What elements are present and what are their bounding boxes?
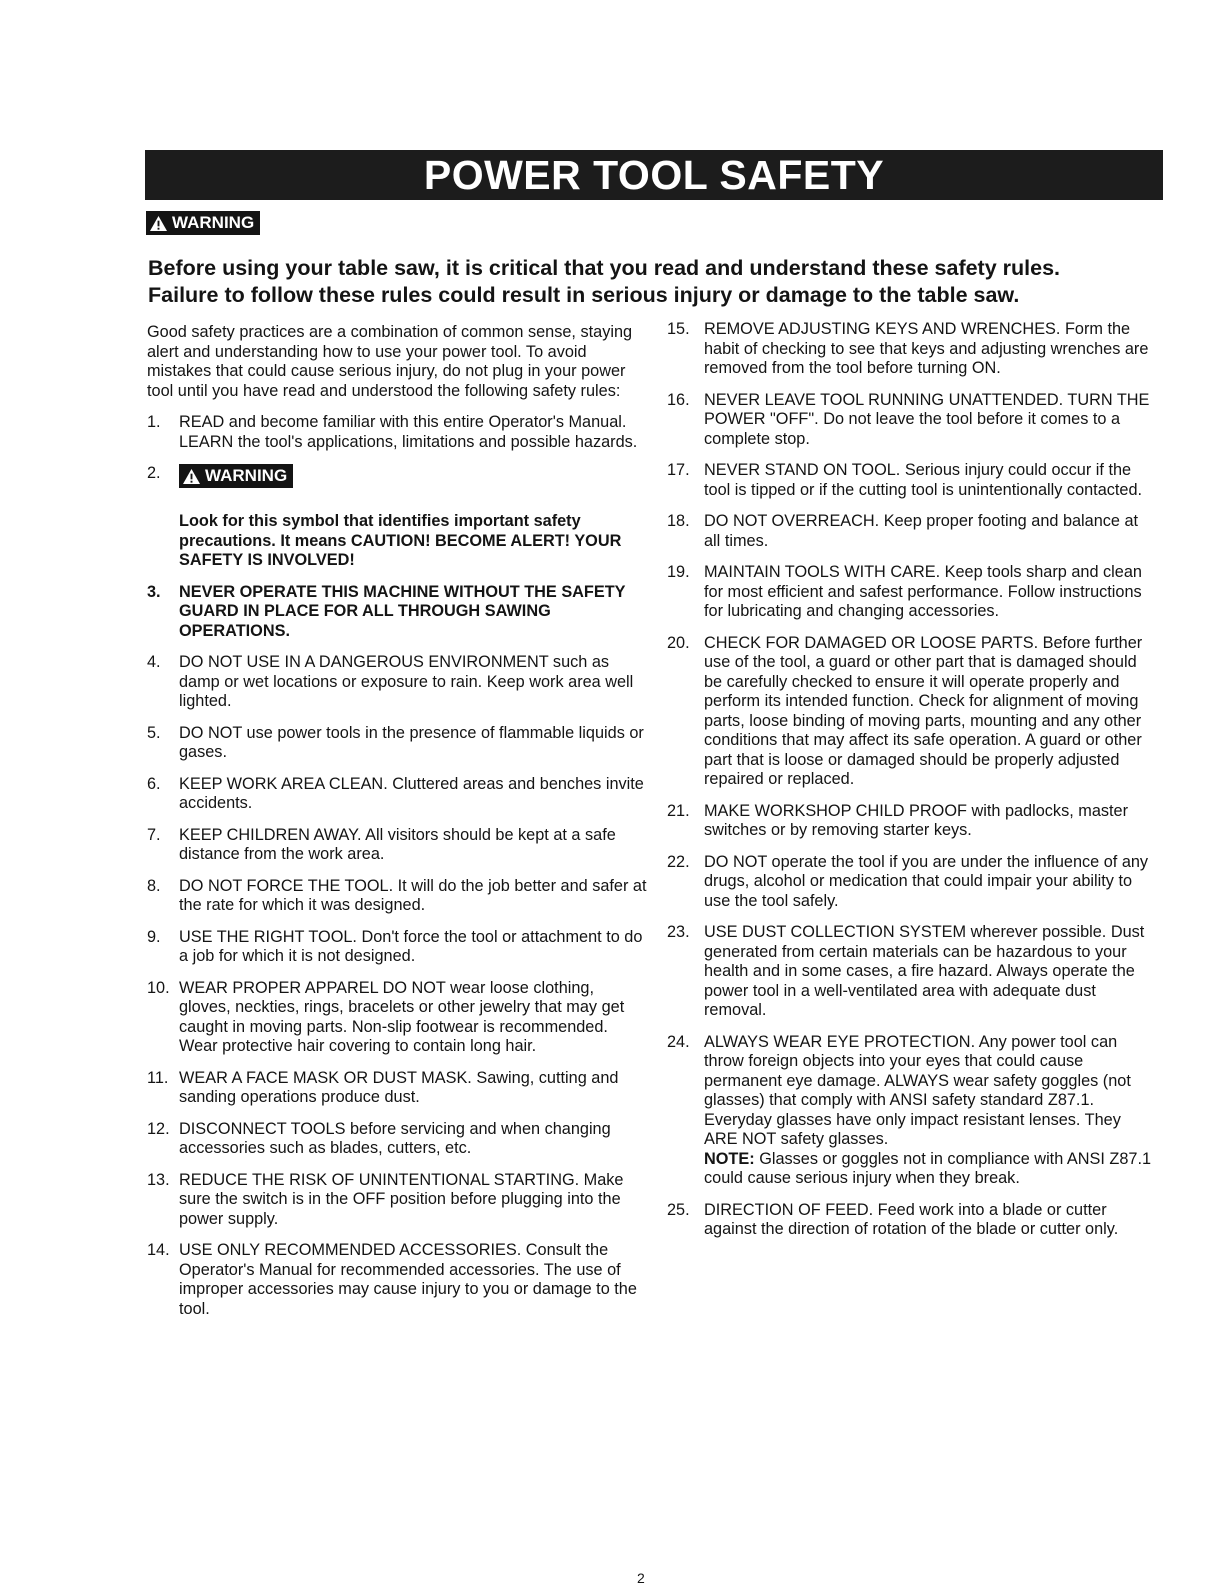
- item-text: NEVER STAND ON TOOL. Serious injury could occur if the tool is tipped or if the cutting tool is unintentionally contacted.: [704, 461, 1143, 499]
- headline-line-1: Before using your table saw, it is critical that you read and understand these safety rules.: [148, 256, 1061, 280]
- left-column: [147, 323, 647, 1331]
- item-number: 1.: [147, 413, 161, 431]
- headline: [148, 255, 1148, 309]
- item-number: 2.: [147, 464, 161, 482]
- list-item: [147, 775, 647, 814]
- headline-line-2: Failure to follow these rules could result in serious injury or damage to the table saw.: [148, 283, 1020, 307]
- warning-triangle-icon: [182, 468, 201, 485]
- item-text: DO NOT USE IN A DANGEROUS ENVIRONMENT such as damp or wet locations or exposure to rain. Keep work area well lighted.: [179, 653, 634, 710]
- note: [704, 1150, 1157, 1189]
- list-item: [667, 320, 1157, 379]
- list-item: [667, 1033, 1157, 1189]
- list-item: [147, 653, 647, 712]
- list-item: [667, 634, 1157, 790]
- item-number: 19.: [667, 563, 690, 581]
- item-text: MAKE WORKSHOP CHILD PROOF with padlocks, master switches or by removing starter keys.: [704, 801, 1129, 839]
- item-number: 15.: [667, 320, 690, 338]
- item-text: NEVER OPERATE THIS MACHINE WITHOUT THE SAFETY GUARD IN PLACE FOR ALL THROUGH SAWING OPERATIONS.: [179, 582, 626, 640]
- warning-badge: [179, 464, 293, 488]
- item-number: 11.: [147, 1068, 169, 1087]
- item-number: 8.: [147, 876, 161, 895]
- item-text: DO NOT FORCE THE TOOL. It will do the job better and safer at the rate for which it was designed.: [179, 876, 647, 914]
- item-text: USE DUST COLLECTION SYSTEM wherever possible. Dust generated from certain materials can be hazardous to your health and in some cases, a fire hazard. Always operate the power tool in a well-ventilated area with adequate dust removal.: [704, 923, 1145, 1019]
- item-number: 20.: [667, 633, 690, 652]
- item-text: ALWAYS WEAR EYE PROTECTION. Any power tool can throw foreign objects into your eyes that could cause permanent eye damage. ALWAYS wear safety goggles (not glasses) that comply with ANSI safety standard Z87.1. Everyday glasses have only impact resistant lenses. They ARE NOT safety glasses.: [704, 1032, 1131, 1148]
- item-text: MAINTAIN TOOLS WITH CARE. Keep tools sharp and clean for most efficient and safest performance. Follow instructions for lubricating and changing accessories.: [704, 563, 1142, 620]
- list-item: [667, 853, 1157, 912]
- list-item: [147, 1171, 647, 1230]
- warning-label: WARNING: [205, 466, 288, 485]
- list-item: [147, 928, 647, 967]
- note-label: NOTE:: [704, 1149, 755, 1168]
- warning-label: WARNING: [172, 213, 255, 232]
- item-number: 21.: [667, 801, 690, 820]
- intro-paragraph: Good safety practices are a combination of common sense, staying alert and understanding how to use your power tool. To avoid mistakes that could cause serious injury, do not plug in your power tool until you have read and understood the following safety rules:: [147, 323, 633, 400]
- title-banner: [145, 150, 1163, 200]
- page-title: POWER TOOL SAFETY: [423, 151, 885, 198]
- item-text: DO NOT use power tools in the presence of flammable liquids or gases.: [179, 723, 644, 761]
- item-number: 14.: [147, 1241, 170, 1259]
- item-text: CHECK FOR DAMAGED OR LOOSE PARTS. Before further use of the tool, a guard or other part that is damaged should be carefully checked to ensure it will operate properly and perform its intended function. Check for alignment of moving parts, loose binding of moving parts, mounting and any other conditions that may affect its safe operation. A guard or other part that is loose or damaged should be properly adjusted repaired or replaced.: [704, 633, 1143, 788]
- item-number: 22.: [667, 852, 690, 871]
- list-item: [147, 979, 647, 1057]
- list-item: [147, 826, 647, 865]
- list-item: [667, 461, 1157, 500]
- list-item: [147, 724, 647, 763]
- item-number: 6.: [147, 774, 161, 793]
- item-text: DO NOT OVERREACH. Keep proper footing and balance at all times.: [704, 512, 1139, 550]
- item-number: 10.: [147, 978, 170, 997]
- warning-triangle-icon: [149, 215, 168, 232]
- item-number: 7.: [147, 825, 161, 844]
- list-item: [667, 802, 1157, 841]
- item-text: USE ONLY RECOMMENDED ACCESSORIES. Consult the Operator's Manual for recommended accessories. The use of improper accessories may cause injury to you or damage to the tool.: [179, 1241, 637, 1318]
- list-item: [147, 583, 647, 642]
- item-number: 24.: [667, 1032, 690, 1051]
- warning-badge: [146, 211, 260, 235]
- item-text: REMOVE ADJUSTING KEYS AND WRENCHES. Form the habit of checking to see that keys and adjusting wrenches are removed from the tool before turning ON.: [704, 320, 1149, 377]
- item-number: 16.: [667, 390, 690, 409]
- item-text: DO NOT operate the tool if you are under the influence of any drugs, alcohol or medication that could impair your ability to use the tool safely.: [704, 852, 1149, 910]
- right-column: [667, 320, 1157, 1252]
- item-number: 23.: [667, 923, 690, 941]
- list-item: [147, 1069, 647, 1108]
- item-number: 9.: [147, 927, 161, 946]
- item-text: DISCONNECT TOOLS before servicing and when changing accessories such as blades, cutters, etc.: [179, 1119, 611, 1157]
- list-item: [667, 563, 1157, 622]
- item-text: DIRECTION OF FEED. Feed work into a blade or cutter against the direction of rotation of the blade or cutter only.: [704, 1200, 1119, 1238]
- item-number: 13.: [147, 1170, 170, 1189]
- item-number: 25.: [667, 1200, 690, 1219]
- item-number: 4.: [147, 653, 161, 671]
- item-number: 18.: [667, 512, 690, 530]
- list-item: [147, 1241, 647, 1319]
- item-text: USE THE RIGHT TOOL. Don't force the tool or attachment to do a job for which it is not designed.: [179, 927, 643, 965]
- item-text: Look for this symbol that identifies important safety precautions. It means CAUTION! BECOME ALERT! YOUR SAFETY IS INVOLVED!: [179, 512, 622, 569]
- list-item: [667, 512, 1157, 551]
- item-number: 17.: [667, 461, 690, 479]
- list-item: [147, 1120, 647, 1159]
- item-number: 5.: [147, 723, 161, 742]
- item-text: REDUCE THE RISK OF UNINTENTIONAL STARTING. Make sure the switch is in the OFF position before plugging into the power supply.: [179, 1170, 624, 1228]
- list-item: [147, 877, 647, 916]
- list-item: [667, 923, 1157, 1021]
- item-number: 3.: [147, 582, 161, 601]
- item-text: KEEP WORK AREA CLEAN. Cluttered areas and benches invite accidents.: [179, 774, 644, 812]
- list-item: [667, 391, 1157, 450]
- item-text: WEAR A FACE MASK OR DUST MASK. Sawing, cutting and sanding operations produce dust.: [179, 1068, 619, 1106]
- item-number: 12.: [147, 1119, 170, 1138]
- item-text: KEEP CHILDREN AWAY. All visitors should be kept at a safe distance from the work area.: [179, 825, 616, 863]
- list-item: [147, 464, 647, 571]
- page-number: 2: [637, 1570, 645, 1586]
- item-text: READ and become familiar with this entire Operator's Manual. LEARN the tool's applications, limitations and possible hazards.: [179, 413, 638, 451]
- note-text: Glasses or goggles not in compliance with ANSI Z87.1 could cause serious injury when they break.: [704, 1149, 1152, 1187]
- list-item: [667, 1201, 1157, 1240]
- item-text: NEVER LEAVE TOOL RUNNING UNATTENDED. TURN THE POWER "OFF". Do not leave the tool before it comes to a complete stop.: [704, 390, 1150, 448]
- item-text: WEAR PROPER APPAREL DO NOT wear loose clothing, gloves, neckties, rings, bracelets or other jewelry that may get caught in moving parts. Non-slip footwear is recommended. Wear protective hair covering to contain long hair.: [179, 978, 625, 1055]
- list-item: [147, 413, 647, 452]
